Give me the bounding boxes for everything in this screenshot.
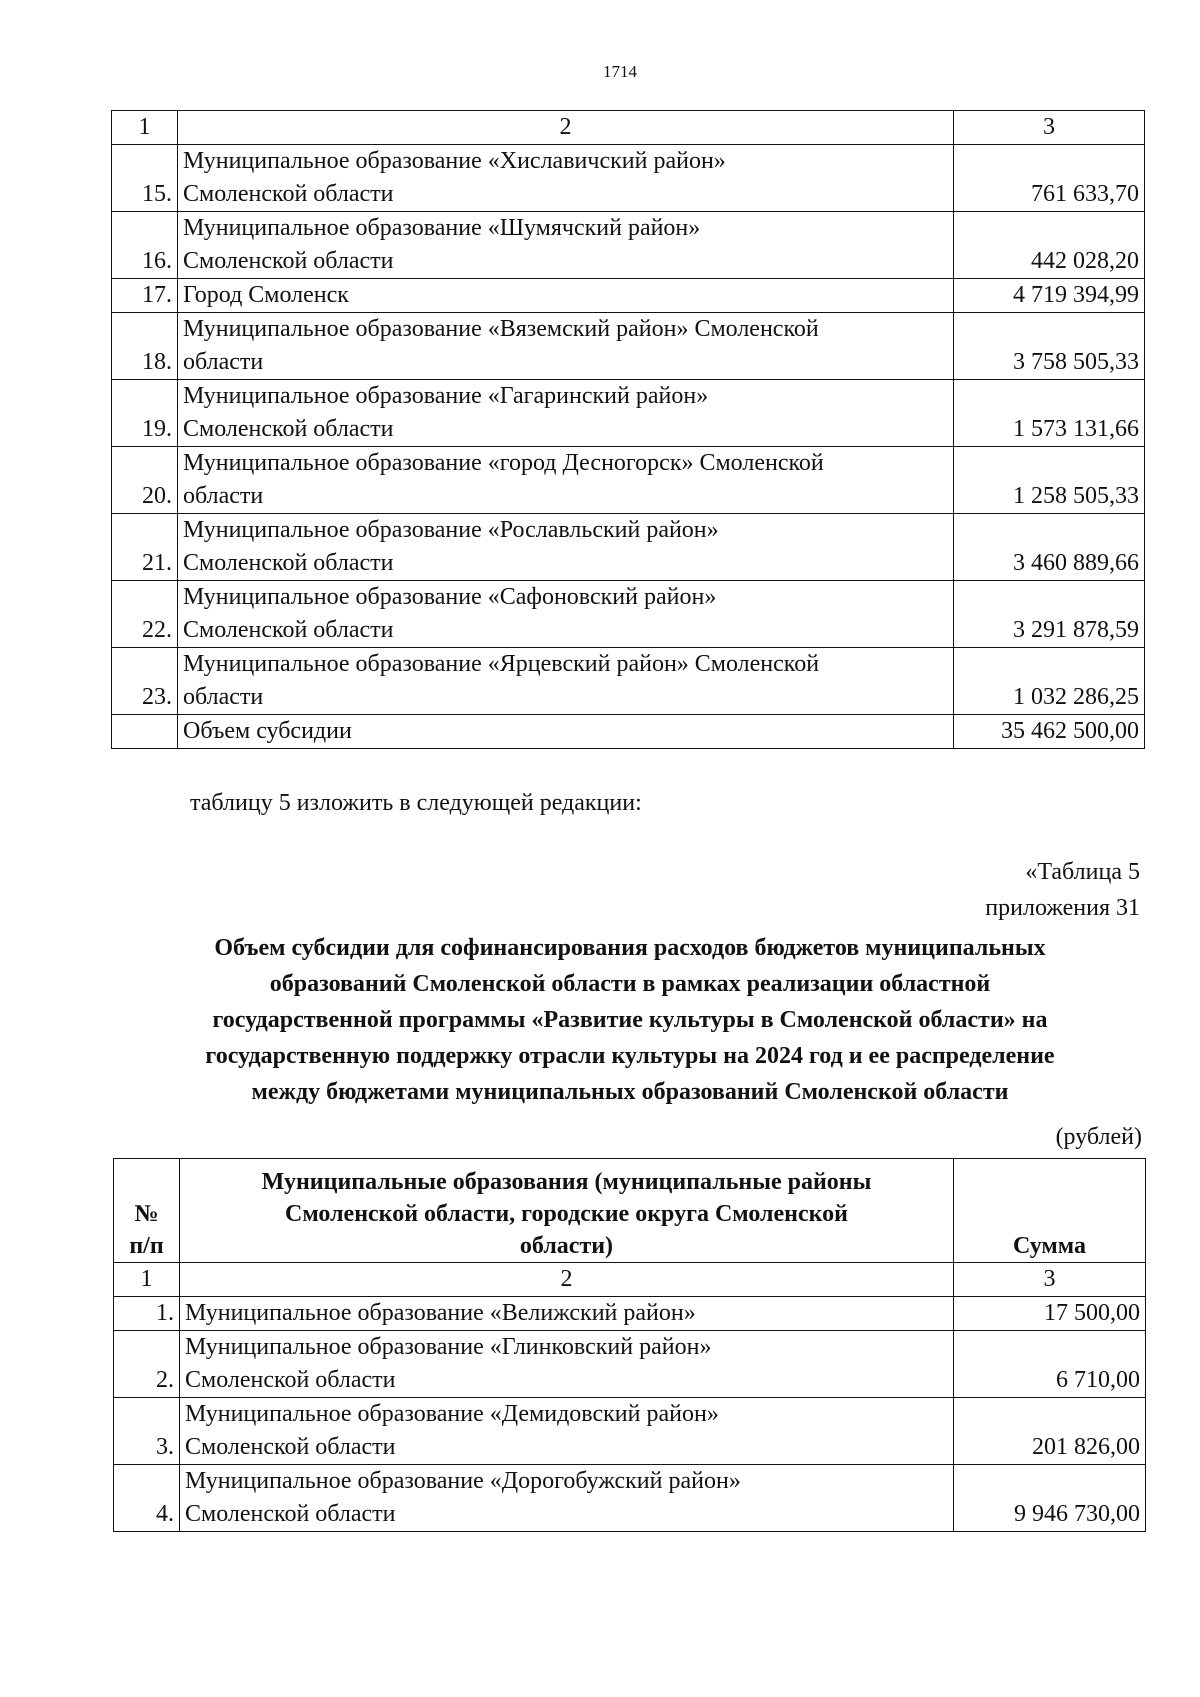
title-line: Объем субсидии для софинансирования расходов бюджетов муниципальных: [214, 935, 1046, 961]
municipality-name: [180, 1331, 954, 1398]
subsidy-amount: 4 719 394,99: [954, 279, 1145, 313]
row-number: 3.: [114, 1398, 180, 1465]
row-number: 22.: [112, 581, 178, 648]
table-row: [112, 212, 1145, 279]
amendment-note: таблицу 5 изложить в следующей редакции:: [190, 790, 642, 816]
subsidy-amount: 201 826,00: [954, 1398, 1146, 1465]
name-line: Город Смоленск: [183, 282, 349, 308]
municipality-name: [178, 581, 954, 648]
table-row: [112, 279, 1145, 313]
municipality-name: [178, 514, 954, 581]
name-line: Муниципальное образование «Вяземский район» Смоленской: [183, 316, 819, 342]
name-line: Муниципальное образование «Демидовский район»: [185, 1401, 719, 1427]
column-index-cell: 1: [114, 1263, 180, 1297]
row-number: 16.: [112, 212, 178, 279]
column-index-cell: 3: [954, 1263, 1146, 1297]
municipality-name: [180, 1465, 954, 1532]
row-number: 17.: [112, 279, 178, 313]
name-line: Муниципальное образование «Глинковский район»: [185, 1334, 712, 1360]
name-line: Муниципальное образование «Дорогобужский район»: [185, 1468, 741, 1494]
subsidy-amount: 3 291 878,59: [954, 581, 1145, 648]
row-number: 4.: [114, 1465, 180, 1532]
subsidy-table-5: [113, 1158, 1146, 1532]
table-row: [114, 1297, 1146, 1331]
table-row: [112, 145, 1145, 212]
municipality-name: [178, 212, 954, 279]
column-index-cell: 2: [180, 1263, 954, 1297]
subsidy-amount: 3 758 505,33: [954, 313, 1145, 380]
column-index-row: [114, 1263, 1146, 1297]
total-row: [112, 715, 1145, 749]
header-line: п/п: [129, 1233, 164, 1259]
table-row: [112, 380, 1145, 447]
table-row: [112, 581, 1145, 648]
column-index-cell: 3: [954, 111, 1145, 145]
municipality-name: [178, 380, 954, 447]
name-line: Муниципальное образование «Шумячский район»: [183, 215, 701, 241]
title-line: государственную поддержку отрасли культуры на 2024 год и ее распределение: [205, 1043, 1055, 1069]
row-number: 1.: [114, 1297, 180, 1331]
title-line: между бюджетами муниципальных образований Смоленской области: [251, 1079, 1009, 1105]
municipality-name: [178, 648, 954, 715]
header-municipality: [180, 1159, 954, 1263]
column-index-cell: 2: [178, 111, 954, 145]
subsidy-amount: 761 633,70: [954, 145, 1145, 212]
title-line: государственной программы «Развитие культуры в Смоленской области» на: [212, 1007, 1048, 1033]
name-line: Смоленской области: [185, 1501, 396, 1527]
name-line: Муниципальное образование «Хиславичский район»: [183, 148, 726, 174]
name-line: Муниципальное образование «Ярцевский район» Смоленской: [183, 651, 820, 677]
column-index-row: [112, 111, 1145, 145]
row-number: 15.: [112, 145, 178, 212]
row-number: 19.: [112, 380, 178, 447]
name-line: области: [183, 684, 264, 710]
table-row: [114, 1465, 1146, 1532]
name-line: Смоленской области: [183, 617, 394, 643]
header-line: Муниципальные образования (муниципальные районы: [261, 1169, 872, 1195]
name-line: Смоленской области: [183, 248, 394, 274]
table-row: [112, 447, 1145, 514]
subsidy-amount: 17 500,00: [954, 1297, 1146, 1331]
header-number: [114, 1159, 180, 1263]
subsidy-amount: 442 028,20: [954, 212, 1145, 279]
municipality-name: [178, 313, 954, 380]
subsidy-table-continued: [111, 110, 1145, 749]
subsidy-amount: 9 946 730,00: [954, 1465, 1146, 1532]
header-line: №: [134, 1201, 159, 1227]
empty-cell: [112, 715, 178, 749]
name-line: Смоленской области: [185, 1434, 396, 1460]
name-line: Муниципальное образование «Гагаринский район»: [183, 383, 709, 409]
header-row: [114, 1159, 1146, 1263]
total-label: Объем субсидии: [178, 715, 954, 749]
title-line: образований Смоленской области в рамках реализации областной: [269, 971, 991, 997]
row-number: 2.: [114, 1331, 180, 1398]
name-line: Смоленской области: [183, 416, 394, 442]
name-line: Муниципальное образование «город Десногорск» Смоленской: [183, 450, 824, 476]
municipality-name: [178, 447, 954, 514]
name-line: Муниципальное образование «Рославльский район»: [183, 517, 719, 543]
units-label: (рублей): [1055, 1124, 1142, 1150]
subsidy-amount: 1 573 131,66: [954, 380, 1145, 447]
header-line: области): [519, 1233, 614, 1259]
municipality-name: [178, 279, 954, 313]
row-number: 18.: [112, 313, 178, 380]
name-line: Смоленской области: [185, 1367, 396, 1393]
table-row: [112, 514, 1145, 581]
table-row: [114, 1331, 1146, 1398]
name-line: Смоленской области: [183, 181, 394, 207]
name-line: области: [183, 483, 264, 509]
table-row: [114, 1398, 1146, 1465]
subsidy-amount: 1 032 286,25: [954, 648, 1145, 715]
table-reference-line: «Таблица 5: [1025, 859, 1140, 885]
row-number: 23.: [112, 648, 178, 715]
column-index-cell: 1: [112, 111, 178, 145]
name-line: Муниципальное образование «Велижский район»: [185, 1300, 696, 1326]
subsidy-amount: 6 710,00: [954, 1331, 1146, 1398]
municipality-name: [180, 1297, 954, 1331]
row-number: 20.: [112, 447, 178, 514]
table-row: [112, 648, 1145, 715]
page-number: 1714: [603, 62, 637, 81]
table-row: [112, 313, 1145, 380]
name-line: Смоленской области: [183, 550, 394, 576]
total-amount: 35 462 500,00: [954, 715, 1145, 749]
name-line: области: [183, 349, 264, 375]
table-title: [100, 930, 1160, 1110]
municipality-name: [180, 1398, 954, 1465]
name-line: Муниципальное образование «Сафоновский район»: [183, 584, 717, 610]
row-number: 21.: [112, 514, 178, 581]
table-reference: [985, 854, 1140, 926]
municipality-name: [178, 145, 954, 212]
subsidy-amount: 3 460 889,66: [954, 514, 1145, 581]
subsidy-amount: 1 258 505,33: [954, 447, 1145, 514]
header-line: Смоленской области, городские округа Смоленской: [285, 1201, 848, 1227]
header-sum: Сумма: [954, 1159, 1146, 1263]
table-reference-line: приложения 31: [985, 895, 1140, 921]
